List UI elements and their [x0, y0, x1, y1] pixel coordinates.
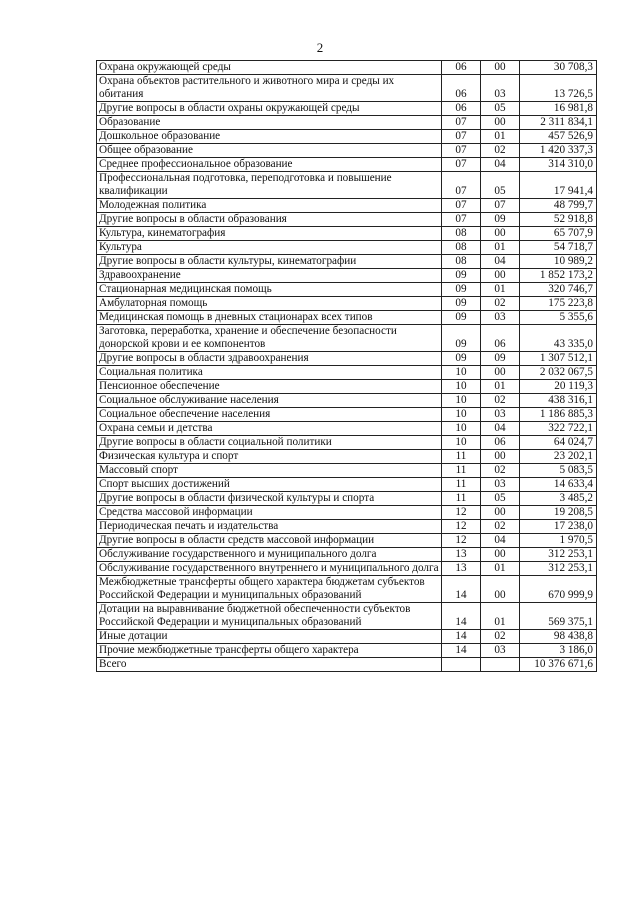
row-name-cell: Другие вопросы в области культуры, кинематографии	[97, 255, 442, 269]
row-subsection-code-cell: 09	[481, 352, 520, 366]
row-amount-cell: 314 310,0	[520, 158, 597, 172]
table-row	[97, 199, 597, 213]
row-subsection-code-cell: 03	[481, 75, 520, 102]
row-section-code-cell: 11	[442, 464, 481, 478]
row-amount-cell: 1 186 885,3	[520, 408, 597, 422]
row-name-cell: Образование	[97, 116, 442, 130]
row-amount-cell: 320 746,7	[520, 283, 597, 297]
row-amount-cell: 1 420 337,3	[520, 144, 597, 158]
row-subsection-code-cell: 00	[481, 116, 520, 130]
table-row	[97, 450, 597, 464]
table-row	[97, 562, 597, 576]
row-section-code-cell: 06	[442, 61, 481, 75]
row-subsection-code-cell: 02	[481, 464, 520, 478]
row-name-cell: Стационарная медицинская помощь	[97, 283, 442, 297]
table-row	[97, 311, 597, 325]
row-name-cell: Другие вопросы в области охраны окружающей среды	[97, 102, 442, 116]
row-amount-cell: 457 526,9	[520, 130, 597, 144]
row-subsection-code-cell: 09	[481, 213, 520, 227]
table-row	[97, 520, 597, 534]
row-amount-cell: 10 989,2	[520, 255, 597, 269]
row-name-cell: Молодежная политика	[97, 199, 442, 213]
row-name-cell: Среднее профессиональное образование	[97, 158, 442, 172]
row-amount-cell: 17 941,4	[520, 172, 597, 199]
row-subsection-code-cell: 01	[481, 603, 520, 630]
row-section-code-cell: 07	[442, 158, 481, 172]
table-row	[97, 380, 597, 394]
table-row	[97, 61, 597, 75]
table-row	[97, 422, 597, 436]
row-amount-cell: 30 708,3	[520, 61, 597, 75]
page-number: 2	[316, 40, 324, 55]
table-row	[97, 75, 597, 102]
row-section-code-cell: 07	[442, 172, 481, 199]
row-subsection-code-cell: 03	[481, 311, 520, 325]
row-section-code-cell: 09	[442, 311, 481, 325]
row-subsection-code-cell: 02	[481, 297, 520, 311]
row-subsection-code-cell: 05	[481, 172, 520, 199]
row-name-cell: Спорт высших достижений	[97, 478, 442, 492]
row-section-code-cell: 07	[442, 130, 481, 144]
row-section-code-cell: 06	[442, 75, 481, 102]
row-subsection-code-cell: 00	[481, 61, 520, 75]
table-row	[97, 269, 597, 283]
row-section-code-cell: 11	[442, 492, 481, 506]
row-subsection-code-cell: 00	[481, 450, 520, 464]
row-section-code-cell: 09	[442, 269, 481, 283]
row-amount-cell: 52 918,8	[520, 213, 597, 227]
row-amount-cell: 438 316,1	[520, 394, 597, 408]
table-row	[97, 297, 597, 311]
row-subsection-code-cell: 03	[481, 644, 520, 658]
row-section-code-cell: 08	[442, 241, 481, 255]
row-amount-cell: 312 253,1	[520, 562, 597, 576]
table-row	[97, 576, 597, 603]
row-subsection-code-cell: 05	[481, 102, 520, 116]
table-row	[97, 172, 597, 199]
row-section-code-cell: 10	[442, 366, 481, 380]
row-subsection-code-cell: 04	[481, 255, 520, 269]
row-amount-cell: 3 186,0	[520, 644, 597, 658]
table-row	[97, 130, 597, 144]
row-name-cell: Социальное обслуживание населения	[97, 394, 442, 408]
row-subsection-code-cell: 02	[481, 144, 520, 158]
row-amount-cell: 48 799,7	[520, 199, 597, 213]
row-subsection-code-cell: 04	[481, 534, 520, 548]
table-row	[97, 534, 597, 548]
row-section-code-cell: 10	[442, 380, 481, 394]
row-amount-cell: 17 238,0	[520, 520, 597, 534]
row-amount-cell: 23 202,1	[520, 450, 597, 464]
row-name-cell: Прочие межбюджетные трансферты общего характера	[97, 644, 442, 658]
row-subsection-code-cell: 00	[481, 548, 520, 562]
row-subsection-code-cell: 03	[481, 408, 520, 422]
row-name-cell: Средства массовой информации	[97, 506, 442, 520]
row-name-cell: Социальная политика	[97, 366, 442, 380]
table-row	[97, 116, 597, 130]
row-amount-cell: 670 999,9	[520, 576, 597, 603]
row-amount-cell: 20 119,3	[520, 380, 597, 394]
row-amount-cell: 569 375,1	[520, 603, 597, 630]
table-row	[97, 478, 597, 492]
row-section-code-cell: 07	[442, 116, 481, 130]
row-subsection-code-cell: 00	[481, 366, 520, 380]
row-section-code-cell: 11	[442, 478, 481, 492]
row-amount-cell: 10 376 671,6	[520, 658, 597, 672]
row-amount-cell: 1 970,5	[520, 534, 597, 548]
row-name-cell: Массовый спорт	[97, 464, 442, 478]
row-section-code-cell: 13	[442, 562, 481, 576]
row-subsection-code-cell: 02	[481, 630, 520, 644]
row-amount-cell: 16 981,8	[520, 102, 597, 116]
table-row	[97, 644, 597, 658]
table-row	[97, 255, 597, 269]
row-amount-cell: 1 307 512,1	[520, 352, 597, 366]
row-section-code-cell: 07	[442, 199, 481, 213]
row-name-cell: Культура, кинематография	[97, 227, 442, 241]
row-subsection-code-cell: 00	[481, 269, 520, 283]
row-subsection-code-cell: 01	[481, 380, 520, 394]
row-amount-cell: 175 223,8	[520, 297, 597, 311]
row-section-code-cell: 14	[442, 576, 481, 603]
row-name-cell: Обслуживание государственного и муниципального долга	[97, 548, 442, 562]
table-row	[97, 630, 597, 644]
row-name-cell: Периодическая печать и издательства	[97, 520, 442, 534]
row-subsection-code-cell: 06	[481, 436, 520, 450]
row-section-code-cell: 06	[442, 102, 481, 116]
row-name-cell: Дотации на выравнивание бюджетной обеспеченности субъектов Российской Федерации и муниципальных образований	[97, 603, 442, 630]
row-name-cell: Охрана окружающей среды	[97, 61, 442, 75]
row-subsection-code-cell: 00	[481, 227, 520, 241]
row-section-code-cell: 07	[442, 144, 481, 158]
row-section-code-cell	[442, 658, 481, 672]
row-section-code-cell: 10	[442, 394, 481, 408]
row-subsection-code-cell: 02	[481, 394, 520, 408]
row-amount-cell: 14 633,4	[520, 478, 597, 492]
row-section-code-cell: 08	[442, 227, 481, 241]
row-name-cell: Пенсионное обеспечение	[97, 380, 442, 394]
row-subsection-code-cell: 01	[481, 283, 520, 297]
row-section-code-cell: 12	[442, 506, 481, 520]
table-row	[97, 213, 597, 227]
row-amount-cell: 2 032 067,5	[520, 366, 597, 380]
row-amount-cell: 65 707,9	[520, 227, 597, 241]
row-subsection-code-cell: 01	[481, 241, 520, 255]
table-row	[97, 506, 597, 520]
table-row	[97, 227, 597, 241]
row-name-cell: Общее образование	[97, 144, 442, 158]
row-section-code-cell: 14	[442, 630, 481, 644]
row-amount-cell: 322 722,1	[520, 422, 597, 436]
row-amount-cell: 43 335,0	[520, 325, 597, 352]
row-amount-cell: 54 718,7	[520, 241, 597, 255]
row-name-cell: Другие вопросы в области социальной политики	[97, 436, 442, 450]
row-section-code-cell: 10	[442, 422, 481, 436]
row-name-cell: Амбулаторная помощь	[97, 297, 442, 311]
row-amount-cell: 5 083,5	[520, 464, 597, 478]
row-name-cell: Обслуживание государственного внутреннего и муниципального долга	[97, 562, 442, 576]
row-section-code-cell: 12	[442, 534, 481, 548]
row-amount-cell: 2 311 834,1	[520, 116, 597, 130]
row-subsection-code-cell: 04	[481, 158, 520, 172]
row-amount-cell: 19 208,5	[520, 506, 597, 520]
row-subsection-code-cell: 00	[481, 576, 520, 603]
row-name-cell: Дошкольное образование	[97, 130, 442, 144]
table-row	[97, 366, 597, 380]
row-name-cell: Другие вопросы в области образования	[97, 213, 442, 227]
table-row	[97, 436, 597, 450]
row-section-code-cell: 11	[442, 450, 481, 464]
row-name-cell: Другие вопросы в области здравоохранения	[97, 352, 442, 366]
row-section-code-cell: 13	[442, 548, 481, 562]
row-section-code-cell: 07	[442, 213, 481, 227]
table-row	[97, 158, 597, 172]
row-section-code-cell: 09	[442, 325, 481, 352]
row-name-cell: Охрана семьи и детства	[97, 422, 442, 436]
table-row	[97, 548, 597, 562]
row-subsection-code-cell: 02	[481, 520, 520, 534]
row-section-code-cell: 09	[442, 297, 481, 311]
row-name-cell: Иные дотации	[97, 630, 442, 644]
row-amount-cell: 3 485,2	[520, 492, 597, 506]
row-name-cell: Медицинская помощь в дневных стационарах всех типов	[97, 311, 442, 325]
row-section-code-cell: 08	[442, 255, 481, 269]
row-name-cell: Здравоохранение	[97, 269, 442, 283]
table-row	[97, 144, 597, 158]
row-subsection-code-cell: 01	[481, 562, 520, 576]
table-row	[97, 241, 597, 255]
row-subsection-code-cell	[481, 658, 520, 672]
table-row	[97, 325, 597, 352]
row-section-code-cell: 12	[442, 520, 481, 534]
row-name-cell: Социальное обеспечение населения	[97, 408, 442, 422]
table-row	[97, 464, 597, 478]
row-amount-cell: 13 726,5	[520, 75, 597, 102]
table-row	[97, 352, 597, 366]
row-section-code-cell: 14	[442, 644, 481, 658]
budget-table	[96, 60, 597, 672]
row-name-cell: Другие вопросы в области средств массовой информации	[97, 534, 442, 548]
budget-table-body	[97, 61, 597, 672]
row-amount-cell: 1 852 173,2	[520, 269, 597, 283]
row-subsection-code-cell: 04	[481, 422, 520, 436]
row-subsection-code-cell: 03	[481, 478, 520, 492]
row-subsection-code-cell: 07	[481, 199, 520, 213]
row-name-cell: Физическая культура и спорт	[97, 450, 442, 464]
table-row	[97, 603, 597, 630]
row-name-cell: Межбюджетные трансферты общего характера бюджетам субъектов Российской Федерации и муниципальных образований	[97, 576, 442, 603]
table-row	[97, 658, 597, 672]
row-amount-cell: 312 253,1	[520, 548, 597, 562]
table-row	[97, 283, 597, 297]
row-amount-cell: 5 355,6	[520, 311, 597, 325]
row-amount-cell: 64 024,7	[520, 436, 597, 450]
row-name-cell: Культура	[97, 241, 442, 255]
row-section-code-cell: 10	[442, 408, 481, 422]
row-section-code-cell: 09	[442, 352, 481, 366]
row-name-cell: Всего	[97, 658, 442, 672]
row-section-code-cell: 10	[442, 436, 481, 450]
table-row	[97, 102, 597, 116]
row-amount-cell: 98 438,8	[520, 630, 597, 644]
row-section-code-cell: 14	[442, 603, 481, 630]
table-row	[97, 394, 597, 408]
row-name-cell: Охрана объектов растительного и животного мира и среды их обитания	[97, 75, 442, 102]
row-name-cell: Заготовка, переработка, хранение и обеспечение безопасности донорской крови и ее компонентов	[97, 325, 442, 352]
row-subsection-code-cell: 01	[481, 130, 520, 144]
row-name-cell: Профессиональная подготовка, переподготовка и повышение квалификации	[97, 172, 442, 199]
row-name-cell: Другие вопросы в области физической культуры и спорта	[97, 492, 442, 506]
row-section-code-cell: 09	[442, 283, 481, 297]
table-row	[97, 492, 597, 506]
row-subsection-code-cell: 05	[481, 492, 520, 506]
row-subsection-code-cell: 00	[481, 506, 520, 520]
table-row	[97, 408, 597, 422]
row-subsection-code-cell: 06	[481, 325, 520, 352]
